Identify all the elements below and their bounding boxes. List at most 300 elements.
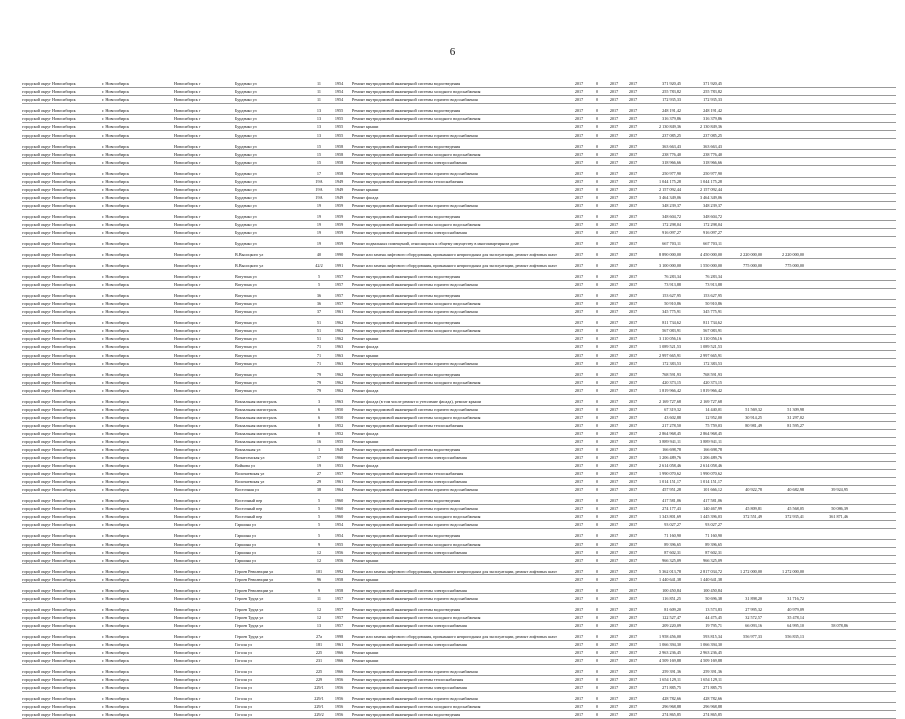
street-cell: Гаршина ул: [235, 534, 256, 539]
fund-cost-cell: 14 440,01: [705, 407, 722, 412]
table-row: [22, 540, 902, 548]
table-row: [22, 478, 902, 486]
table-row: [22, 422, 902, 430]
total-cost-cell: 2 130 849,36: [659, 125, 681, 130]
table-row: [22, 521, 902, 529]
city-cell: г. Новосибирск: [102, 253, 130, 258]
settlement-cell: Новосибирск г: [174, 152, 201, 157]
settlement-cell: Новосибирск г: [174, 623, 201, 628]
build-year-cell: 1957: [334, 302, 344, 307]
period-start-cell: 2017: [609, 152, 619, 157]
year-cell: 2017: [574, 697, 584, 702]
table-row: [22, 695, 902, 703]
total-cost-cell: 363 663,43: [662, 144, 681, 149]
flag-cell: 0: [595, 415, 599, 420]
city-cell: г. Новосибирск: [102, 623, 130, 628]
street-cell: Героев Революции ул: [235, 577, 274, 582]
district-cell: городской округ Новосибирск: [22, 380, 76, 385]
table-row: [22, 594, 902, 602]
city-cell: г. Новосибирск: [102, 195, 130, 200]
street-cell: Ватутина ул: [235, 353, 257, 358]
city-cell: г. Новосибирск: [102, 302, 130, 307]
settlement-cell: Новосибирск г: [174, 634, 201, 639]
street-cell: Бурденко ул: [235, 242, 257, 247]
settlement-cell: Новосибирск г: [174, 523, 201, 528]
settlement-cell: Новосибирск г: [174, 171, 201, 176]
house-number-cell: 12: [316, 550, 322, 555]
house-number-cell: 96: [316, 577, 322, 582]
work-type-cell: Ремонт или замена лифтового оборудования, признанного непригодным для эксплуатации, ремонт лифтовых шахт: [352, 634, 557, 639]
work-type-cell: Ремонт внутридомовой инженерной системы водоотведения: [352, 321, 461, 326]
period-end-cell: 2017: [628, 264, 638, 269]
district-cell: городской округ Новосибирск: [22, 117, 76, 122]
work-type-cell: Ремонт крыши: [352, 659, 379, 664]
settlement-cell: Новосибирск г: [174, 353, 201, 358]
district-cell: городской округ Новосибирск: [22, 678, 76, 683]
year-cell: 2017: [574, 650, 584, 655]
period-start-cell: 2017: [609, 558, 619, 563]
period-start-cell: 2017: [609, 171, 619, 176]
work-type-cell: Ремонт внутридомовой инженерной системы горячего водоснабжения: [352, 133, 478, 138]
fund-cost-cell: 1 445 396,03: [700, 515, 722, 520]
period-start-cell: 2017: [609, 310, 619, 315]
table-row: [22, 513, 902, 521]
table-row: [22, 194, 902, 202]
period-end-cell: 2017: [628, 686, 638, 691]
work-type-cell: Ремонт крыши: [352, 650, 379, 655]
build-year-cell: 1991: [334, 264, 344, 269]
work-type-cell: Ремонт внутридомовой инженерной системы горячего водоснабжения: [352, 488, 478, 493]
period-start-cell: 2017: [609, 542, 619, 547]
period-start-cell: 2017: [609, 214, 619, 219]
city-cell: г. Новосибирск: [102, 231, 130, 236]
build-year-cell: 1963: [334, 345, 344, 350]
city-cell: г. Новосибирск: [102, 310, 130, 315]
build-year-cell: 1954: [334, 534, 344, 539]
build-year-cell: 1955: [334, 109, 344, 114]
settlement-cell: Новосибирск г: [174, 472, 201, 477]
work-type-cell: Ремонт внутридомовой инженерной системы горячего водоснабжения: [352, 283, 478, 288]
period-end-cell: 2017: [628, 447, 638, 452]
district-cell: городской округ Новосибирск: [22, 195, 76, 200]
city-cell: г. Новосибирск: [102, 353, 130, 358]
local-cost-cell: 775 000,00: [785, 264, 804, 269]
build-year-cell: 1954: [334, 98, 344, 103]
owner-cost-cell: 39 924,95: [831, 488, 848, 493]
city-cell: г. Новосибирск: [102, 345, 130, 350]
city-cell: г. Новосибирск: [102, 82, 130, 87]
street-cell: Гаршина ул: [235, 523, 256, 528]
city-cell: г. Новосибирск: [102, 507, 130, 512]
page-number: 6: [449, 46, 456, 58]
flag-cell: 0: [595, 456, 599, 461]
street-cell: Гаршина ул: [235, 558, 256, 563]
house-number-cell: 229: [315, 678, 323, 683]
district-cell: городской округ Новосибирск: [22, 480, 76, 485]
flag-cell: 0: [595, 447, 599, 452]
period-end-cell: 2017: [628, 623, 638, 628]
year-cell: 2017: [574, 439, 584, 444]
house-number-cell: 36: [316, 302, 322, 307]
house-number-cell: 225: [315, 650, 323, 655]
street-cell: Ватутина ул: [235, 302, 257, 307]
street-cell: Бурденко ул: [235, 109, 257, 114]
city-cell: г. Новосибирск: [102, 577, 130, 582]
build-year-cell: 1958: [334, 171, 344, 176]
work-type-cell: Ремонт внутридомовой инженерной системы холодного водоснабжения: [352, 515, 481, 520]
city-cell: г. Новосибирск: [102, 488, 130, 493]
table-row: [22, 131, 902, 139]
period-start-cell: 2017: [609, 302, 619, 307]
year-cell: 2017: [574, 507, 584, 512]
total-cost-cell: 420 373,15: [662, 380, 681, 385]
district-cell: городской округ Новосибирск: [22, 361, 76, 366]
local-cost-cell: 372 935,41: [785, 515, 804, 520]
year-cell: 2017: [574, 253, 584, 258]
settlement-cell: Новосибирск г: [174, 264, 201, 269]
total-cost-cell: 1 089 521,53: [659, 345, 681, 350]
total-cost-cell: 1 654 129,11: [659, 678, 681, 683]
settlement-cell: Новосибирск г: [174, 431, 201, 436]
year-cell: 2017: [574, 713, 584, 718]
work-type-cell: Ремонт внутридомовой инженерной системы горячего водоснабжения: [352, 310, 478, 315]
total-cost-cell: 2 963 236,45: [659, 650, 681, 655]
build-year-cell: 1954: [334, 82, 344, 87]
total-cost-cell: 43 602,88: [664, 415, 681, 420]
settlement-cell: Новосибирск г: [174, 98, 201, 103]
period-start-cell: 2017: [609, 345, 619, 350]
period-start-cell: 2017: [609, 507, 619, 512]
fund-cost-cell: 13 573,83: [705, 607, 722, 612]
build-year-cell: 1959: [334, 203, 344, 208]
total-cost-cell: 3 100 000,00: [659, 264, 681, 269]
year-cell: 2017: [574, 542, 584, 547]
flag-cell: 0: [595, 264, 599, 269]
period-end-cell: 2017: [628, 439, 638, 444]
district-cell: городской округ Новосибирск: [22, 431, 76, 436]
period-start-cell: 2017: [609, 577, 619, 582]
settlement-cell: Новосибирск г: [174, 439, 201, 444]
table-row: [22, 630, 902, 641]
year-cell: 2017: [574, 152, 584, 157]
work-type-cell: Ремонт внутридомовой инженерной системы холодного водоснабжения: [352, 329, 481, 334]
flag-cell: 0: [595, 558, 599, 563]
flag-cell: 0: [595, 650, 599, 655]
city-cell: г. Новосибирск: [102, 588, 130, 593]
total-cost-cell: 2 157 092,44: [659, 187, 681, 192]
work-type-cell: Ремонт подвальных помещений, относящихся к общему имуществу в многоквартирном доме: [352, 242, 519, 247]
settlement-cell: Новосибирск г: [174, 678, 201, 683]
period-end-cell: 2017: [628, 423, 638, 428]
house-number-cell: 8: [317, 431, 321, 436]
street-cell: Вокзальная магистраль: [235, 431, 277, 436]
city-cell: г. Новосибирск: [102, 634, 130, 639]
build-year-cell: 1956: [334, 713, 344, 718]
build-year-cell: 1957: [334, 283, 344, 288]
work-type-cell: Ремонт фасада: [352, 388, 379, 393]
district-cell: городской округ Новосибирск: [22, 569, 76, 574]
total-cost-cell: 67 319,32: [664, 407, 681, 412]
work-type-cell: Ремонт внутридомовой инженерной системы горячего водоснабжения: [352, 98, 478, 103]
build-year-cell: 1963: [334, 353, 344, 358]
fund-cost-cell: 50 696,38: [705, 596, 722, 601]
build-year-cell: 1966: [334, 659, 344, 664]
period-start-cell: 2017: [609, 90, 619, 95]
work-type-cell: Ремонт крыши: [352, 337, 379, 342]
house-number-cell: 13: [316, 623, 322, 628]
street-cell: Гоголя ул: [235, 678, 252, 683]
budget-cost-cell: 51 569,32: [745, 407, 762, 412]
year-cell: 2017: [574, 203, 584, 208]
house-number-cell: 51: [316, 329, 322, 334]
table-row: [22, 359, 902, 367]
period-start-cell: 2017: [609, 294, 619, 299]
street-cell: Бурденко ул: [235, 214, 257, 219]
period-end-cell: 2017: [628, 558, 638, 563]
year-cell: 2017: [574, 607, 584, 612]
period-start-cell: 2017: [609, 686, 619, 691]
year-cell: 2017: [574, 431, 584, 436]
fund-cost-cell: 50 910,86: [705, 302, 722, 307]
table-row: [22, 564, 902, 575]
flag-cell: 0: [595, 253, 599, 258]
settlement-cell: Новосибирск г: [174, 82, 201, 87]
table-row: [22, 386, 902, 394]
work-type-cell: Ремонт внутридомовой инженерной системы теплоснабжения: [352, 678, 464, 683]
fund-cost-cell: 1 014 151,17: [700, 480, 722, 485]
period-start-cell: 2017: [609, 596, 619, 601]
fund-cost-cell: 87 602,31: [705, 550, 722, 555]
flag-cell: 0: [595, 550, 599, 555]
district-cell: городской округ Новосибирск: [22, 472, 76, 477]
work-type-cell: Ремонт крыши: [352, 439, 379, 444]
flag-cell: 0: [595, 242, 599, 247]
street-cell: Вознесенская ул: [235, 456, 265, 461]
district-cell: городской округ Новосибирск: [22, 109, 76, 114]
table-row: [22, 273, 902, 281]
year-cell: 2017: [574, 264, 584, 269]
period-end-cell: 2017: [628, 415, 638, 420]
fund-cost-cell: 1 990 070,62: [700, 472, 722, 477]
period-end-cell: 2017: [628, 670, 638, 675]
flag-cell: 0: [595, 361, 599, 366]
period-end-cell: 2017: [628, 160, 638, 165]
settlement-cell: Новосибирск г: [174, 302, 201, 307]
fund-cost-cell: 3 464 349,06: [700, 195, 722, 200]
period-start-cell: 2017: [609, 705, 619, 710]
year-cell: 2017: [574, 407, 584, 412]
district-cell: городской округ Новосибирск: [22, 337, 76, 342]
total-cost-cell: 172 383,53: [662, 361, 681, 366]
build-year-cell: 1949: [334, 179, 344, 184]
period-end-cell: 2017: [628, 372, 638, 377]
total-cost-cell: 296 968,88: [662, 705, 681, 710]
budget-cost-cell: 45 809,81: [745, 507, 762, 512]
settlement-cell: Новосибирск г: [174, 195, 201, 200]
period-start-cell: 2017: [609, 650, 619, 655]
table-row: [22, 438, 902, 446]
period-start-cell: 2017: [609, 144, 619, 149]
table-row: [22, 548, 902, 556]
district-cell: городской округ Новосибирск: [22, 321, 76, 326]
street-cell: Бурденко ул: [235, 223, 257, 227]
year-cell: 2017: [574, 133, 584, 138]
district-cell: городской округ Новосибирск: [22, 187, 76, 192]
build-year-cell: 1962: [334, 388, 344, 393]
house-number-cell: 229/1: [314, 686, 324, 691]
build-year-cell: 1958: [334, 144, 344, 149]
house-number-cell: 13: [316, 125, 322, 130]
district-cell: городской округ Новосибирск: [22, 713, 76, 718]
period-end-cell: 2017: [628, 499, 638, 504]
house-number-cell: 71: [316, 361, 322, 366]
city-cell: г. Новосибирск: [102, 697, 130, 702]
district-cell: городской округ Новосибирск: [22, 372, 76, 377]
district-cell: городской округ Новосибирск: [22, 242, 76, 247]
flag-cell: 0: [595, 133, 599, 138]
total-cost-cell: 811 734,62: [662, 321, 681, 326]
build-year-cell: 1950: [334, 415, 344, 420]
district-cell: городской округ Новосибирск: [22, 650, 76, 655]
period-end-cell: 2017: [628, 82, 638, 87]
period-start-cell: 2017: [609, 439, 619, 444]
settlement-cell: Новосибирск г: [174, 187, 201, 192]
year-cell: 2017: [574, 171, 584, 176]
period-start-cell: 2017: [609, 82, 619, 87]
year-cell: 2017: [574, 464, 584, 469]
period-end-cell: 2017: [628, 361, 638, 366]
city-cell: г. Новосибирск: [102, 431, 130, 436]
period-end-cell: 2017: [628, 550, 638, 555]
period-start-cell: 2017: [609, 523, 619, 528]
table-row: [22, 142, 902, 150]
total-cost-cell: 1 014 151,17: [659, 480, 681, 485]
period-end-cell: 2017: [628, 98, 638, 103]
budget-cost-cell: 31 898,20: [745, 596, 762, 601]
work-type-cell: Ремонт внутридомовой инженерной системы электроснабжения: [352, 642, 467, 647]
year-cell: 2017: [574, 329, 584, 334]
settlement-cell: Новосибирск г: [174, 345, 201, 350]
period-end-cell: 2017: [628, 607, 638, 612]
flag-cell: 0: [595, 713, 599, 718]
fund-cost-cell: 89 396,65: [705, 542, 722, 547]
build-year-cell: 1963: [334, 399, 344, 404]
flag-cell: 0: [595, 294, 599, 299]
build-year-cell: 1957: [334, 275, 344, 280]
street-cell: Бурденко ул: [235, 125, 257, 130]
street-cell: Героев Революции ул: [235, 569, 274, 574]
district-cell: городской округ Новосибирск: [22, 203, 76, 208]
flag-cell: 0: [595, 171, 599, 176]
fund-cost-cell: 101 666,12: [703, 488, 722, 493]
build-year-cell: 1992: [334, 569, 344, 574]
street-cell: Бурденко ул: [235, 82, 257, 87]
table-row: [22, 641, 902, 649]
period-start-cell: 2017: [609, 499, 619, 504]
district-cell: городской округ Новосибирск: [22, 82, 76, 87]
period-start-cell: 2017: [609, 275, 619, 280]
work-type-cell: Ремонт внутридомовой инженерной системы водоотведения: [352, 82, 461, 87]
city-cell: г. Новосибирск: [102, 569, 130, 574]
settlement-cell: Новосибирск г: [174, 650, 201, 655]
total-cost-cell: 1 343 801,69: [659, 515, 681, 520]
period-end-cell: 2017: [628, 117, 638, 122]
table-row: [22, 454, 902, 462]
city-cell: г. Новосибирск: [102, 109, 130, 114]
table-row: [22, 575, 902, 583]
year-cell: 2017: [574, 337, 584, 342]
work-type-cell: Ремонт внутридомовой инженерной системы водоотведения: [352, 607, 461, 612]
work-type-cell: Ремонт внутридомовой инженерной системы холодного водоснабжения: [352, 415, 481, 420]
period-end-cell: 2017: [628, 302, 638, 307]
work-type-cell: Ремонт крыши: [352, 187, 379, 192]
year-cell: 2017: [574, 515, 584, 520]
city-cell: г. Новосибирск: [102, 361, 130, 366]
build-year-cell: 1948: [334, 447, 344, 452]
settlement-cell: Новосибирск г: [174, 361, 201, 366]
work-type-cell: Ремонт внутридомовой инженерной системы горячего водоснабжения: [352, 507, 478, 512]
total-cost-cell: 217 278,50: [662, 423, 681, 428]
street-cell: Восточная ул: [235, 488, 259, 493]
table-row: [22, 470, 902, 478]
budget-cost-cell: 2 220 000,00: [740, 253, 762, 258]
district-cell: городской округ Новосибирск: [22, 577, 76, 582]
work-type-cell: Ремонт внутридомовой инженерной системы электроснабжения: [352, 456, 467, 461]
flag-cell: 0: [595, 659, 599, 664]
house-number-cell: 11: [316, 98, 322, 103]
settlement-cell: Новосибирск г: [174, 607, 201, 612]
street-cell: Вокзальная магистраль: [235, 399, 277, 404]
work-type-cell: Ремонт крыши: [352, 577, 379, 582]
street-cell: Восточный пер: [235, 515, 263, 520]
build-year-cell: 1952: [334, 423, 344, 428]
year-cell: 2017: [574, 480, 584, 485]
house-number-cell: 15: [316, 144, 322, 149]
district-cell: городской округ Новосибирск: [22, 507, 76, 512]
total-cost-cell: 1 066 394,30: [659, 642, 681, 647]
district-cell: городской округ Новосибирск: [22, 310, 76, 315]
settlement-cell: Новосибирск г: [174, 144, 201, 149]
fund-cost-cell: 271 885,75: [703, 686, 722, 691]
street-cell: Бурденко ул: [235, 195, 257, 200]
district-cell: городской округ Новосибирск: [22, 515, 76, 520]
street-cell: Ватутина ул: [235, 372, 257, 377]
flag-cell: 0: [595, 423, 599, 428]
build-year-cell: 1960: [334, 456, 344, 461]
build-year-cell: 1953: [334, 464, 344, 469]
period-end-cell: 2017: [628, 242, 638, 247]
year-cell: 2017: [574, 615, 584, 620]
street-cell: Вокзальная магистраль: [235, 423, 277, 428]
house-number-cell: 51: [316, 321, 322, 326]
settlement-cell: Новосибирск г: [174, 659, 201, 664]
period-start-cell: 2017: [609, 713, 619, 718]
build-year-cell: 1958: [334, 152, 344, 157]
year-cell: 2017: [574, 577, 584, 582]
house-number-cell: 15: [316, 152, 322, 157]
city-cell: г. Новосибирск: [102, 515, 130, 520]
fund-cost-cell: 296 968,88: [703, 705, 722, 710]
year-cell: 2017: [574, 423, 584, 428]
street-cell: Героев Труда ул: [235, 623, 264, 628]
table-row: [22, 213, 902, 221]
period-end-cell: 2017: [628, 125, 638, 130]
fund-cost-cell: 1 654 129,11: [700, 678, 722, 683]
year-cell: 2017: [574, 310, 584, 315]
settlement-cell: Новосибирск г: [174, 160, 201, 165]
period-end-cell: 2017: [628, 534, 638, 539]
work-type-cell: Ремонт фасада: [352, 195, 379, 200]
